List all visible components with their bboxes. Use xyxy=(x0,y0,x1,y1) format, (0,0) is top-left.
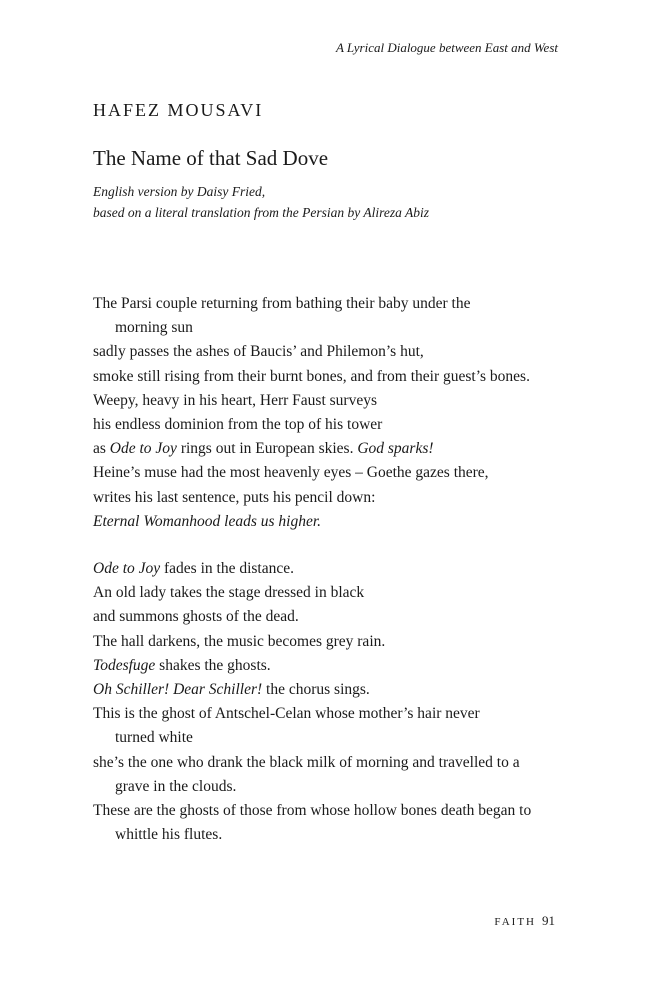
poem-line: sadly passes the ashes of Baucis’ and Philemon’s hut, xyxy=(93,343,424,361)
italic-segment: Todesfuge xyxy=(93,656,156,674)
poem-line: Heine’s muse had the most heavenly eyes – Goethe gazes there, xyxy=(93,464,489,482)
poem-line: The Parsi couple returning from bathing their baby under the xyxy=(93,295,471,312)
poem-line: and summons ghosts of the dead. xyxy=(93,608,299,626)
poem-line: These are the ghosts of those from whose hollow bones death began to xyxy=(93,802,532,820)
poem-line xyxy=(93,654,573,678)
poem-line: The hall darkens, the music becomes grey rain. xyxy=(93,632,386,650)
text-segment: the chorus sings. xyxy=(262,681,370,699)
italic-segment: God sparks! xyxy=(357,440,434,458)
poem-line: Eternal Womanhood leads us higher. xyxy=(93,512,322,530)
poem-author: HAFEZ MOUSAVI xyxy=(93,100,264,120)
text-segment: rings out in European skies. xyxy=(176,440,358,458)
text-segment: fades in the distance. xyxy=(160,560,294,577)
poem-line: An old lady takes the stage dressed in black xyxy=(93,584,365,602)
text-segment: as xyxy=(93,440,110,458)
poem-line-continuation: grave in the clouds. xyxy=(115,777,237,795)
poem-line: This is the ghost of Antschel-Celan whose mother’s hair never xyxy=(93,705,480,723)
stanza-2 xyxy=(93,557,573,847)
poem-line xyxy=(93,437,573,461)
poem-line-continuation: whittle his flutes. xyxy=(115,826,223,844)
translation-credits xyxy=(93,181,429,223)
section-name: FAITH xyxy=(494,916,536,928)
poem-line: she’s the one who drank the black milk of morning and travelled to a xyxy=(93,753,520,771)
italic-segment: Ode to Joy xyxy=(93,560,161,577)
poem-title: The Name of that Sad Dove xyxy=(93,146,329,170)
poem-line-continuation: morning sun xyxy=(115,319,193,337)
poem-line: his endless dominion from the top of his tower xyxy=(93,416,383,434)
poem-line: smoke still rising from their burnt bones, and from their guest’s bones. xyxy=(93,367,530,385)
poem-line-continuation: turned white xyxy=(115,729,193,747)
page-footer xyxy=(494,913,555,929)
text-segment: shakes the ghosts. xyxy=(155,656,271,674)
credit-line: English version by Daisy Fried, xyxy=(93,184,266,199)
poem-line xyxy=(93,557,573,581)
italic-segment: Oh Schiller! Dear Schiller! xyxy=(93,681,263,699)
italic-segment: Ode to Joy xyxy=(109,440,177,458)
poem-line xyxy=(93,678,573,702)
stanza-1 xyxy=(93,292,573,534)
poem-line: Weepy, heavy in his heart, Herr Faust surveys xyxy=(93,391,377,409)
page-number: 91 xyxy=(542,913,555,928)
poem-line: writes his last sentence, puts his pencil down: xyxy=(93,488,376,506)
credit-line: based on a literal translation from the Persian by Alireza Abiz xyxy=(93,205,429,220)
running-head: A Lyrical Dialogue between East and West xyxy=(335,40,558,55)
